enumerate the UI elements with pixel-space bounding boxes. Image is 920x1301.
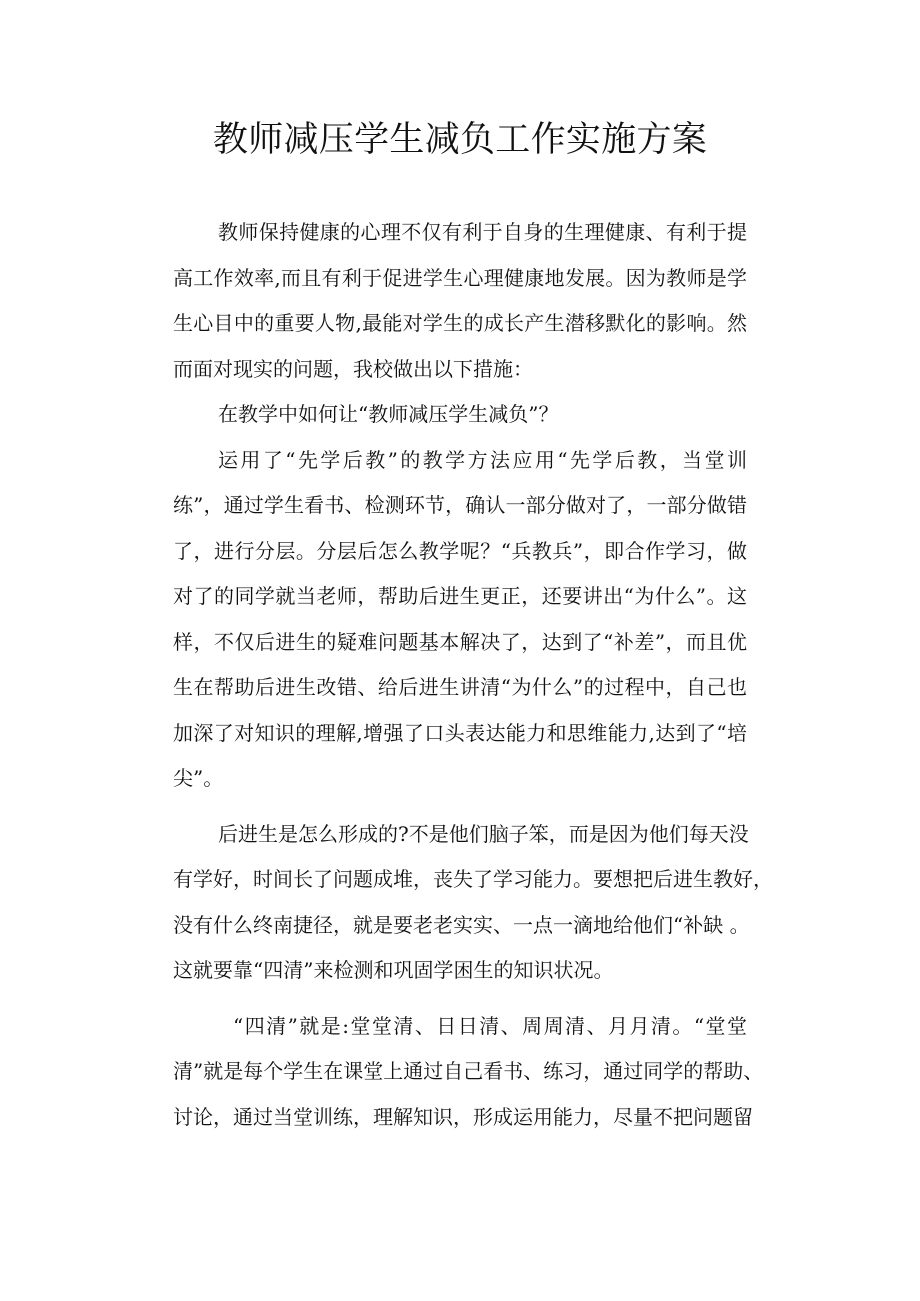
paragraph-line: 加深了对知识的理解,增强了口头表达能力和思维能力,达到了“培	[173, 720, 747, 745]
paragraph-line: 了，进行分层。分层后怎么教学呢？“兵教兵”，即合作学习，做	[173, 538, 747, 563]
paragraph-line: 高工作效率,而且有利于促进学生心理健康地发展。因为教师是学	[173, 265, 747, 290]
paragraph-line: 样，不仅后进生的疑难问题基本解决了，达到了“补差”，而且优	[173, 629, 747, 654]
paragraph-4	[173, 812, 773, 994]
paragraph-line: “四清”就是:堂堂清、日日清、周周清、月月清。“堂堂	[233, 1013, 747, 1038]
paragraph-spacer	[173, 994, 747, 1004]
paragraph-line: 对了的同学就当老师，帮助后进生更正，还要讲出“为什么”。这	[173, 584, 747, 608]
paragraph-line: 没有什么终南捷径，就是要老老实实、一点一滴地给他们“补缺 。	[173, 912, 750, 937]
paragraph-line: 有学好，时间长了问题成堆，丧失了学习能力。要想把后进生教好，	[173, 867, 773, 891]
paragraph-line: 这就要靠“四清”来检测和巩固学困生的知识状况。	[173, 958, 614, 982]
paragraph-line: 运用了“先学后教”的教学方法应用“先学后教，当堂训	[218, 447, 747, 472]
paragraph-2	[173, 392, 747, 438]
paragraph-line: 后进生是怎么形成的?不是他们脑子笨，而是因为他们每天没	[218, 821, 749, 846]
document-title: 教师减压学生减负工作实施方案	[212, 120, 708, 160]
paragraph-line: 生在帮助后进生改错、给后进生讲清“为什么”的过程中，自己也	[173, 675, 747, 699]
paragraph-spacer	[173, 802, 747, 812]
paragraph-5	[173, 1004, 764, 1141]
paragraph-line: 清”就是每个学生在课堂上通过自己看书、练习，通过同学的帮助、	[173, 1059, 764, 1083]
paragraph-1	[173, 210, 747, 392]
paragraph-3	[173, 438, 747, 802]
paragraph-line: 尖”。	[173, 766, 224, 790]
paragraph-line: 练”，通过学生看书、检测环节，确认一部分做对了，一部分做错	[173, 493, 747, 517]
document-body	[173, 210, 773, 1140]
paragraph-line: 讨论，通过当堂训练，理解知识，形成运用能力，尽量不把问题留	[173, 1104, 753, 1129]
paragraph-line: 而面对现实的问题，我校做出以下措施：	[173, 356, 533, 381]
paragraph-line: 教师保持健康的心理不仅有利于自身的生理健康、有利于提	[218, 220, 747, 244]
paragraph-line: 生心目中的重要人物,最能对学生的成长产生潜移默化的影响。然	[173, 311, 747, 335]
paragraph-line: 在教学中如何让“教师减压学生减负”？	[218, 402, 559, 426]
